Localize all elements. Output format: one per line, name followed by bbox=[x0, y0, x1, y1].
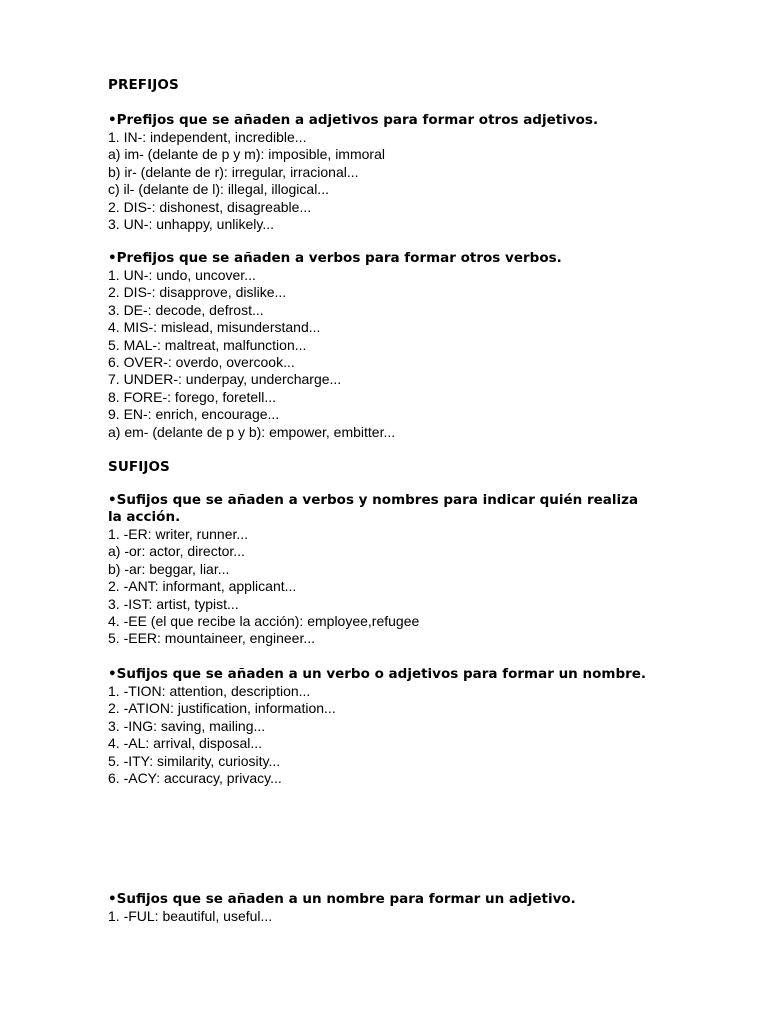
list-item: 1. IN-: independent, incredible... bbox=[108, 129, 307, 145]
list-item: 1. -FUL: beautiful, useful... bbox=[108, 908, 273, 924]
list-item: 3. UN-: unhappy, unlikely... bbox=[108, 216, 275, 233]
list-item: 1. -TION: attention, description... bbox=[108, 683, 311, 699]
list-item: 6. -ACY: accuracy, privacy... bbox=[108, 770, 282, 787]
group-heading: •Sufijos que se añaden a un nombre para formar un adjetivo. bbox=[108, 891, 576, 907]
list-item: 3. -IST: artist, typist... bbox=[108, 595, 239, 612]
group-heading: •Sufijos que se añaden a verbos y nombres para indicar quién realiza la acción. bbox=[108, 492, 639, 525]
group-sufijos-nombre bbox=[108, 666, 648, 787]
group-heading: •Prefijos que se añaden a verbos para formar otros verbos. bbox=[108, 250, 562, 266]
group-heading: •Sufijos que se añaden a un verbo o adjetivos para formar un nombre. bbox=[108, 666, 647, 682]
list-item: 2. DIS-: dishonest, disagreable... bbox=[108, 198, 312, 215]
group-prefijos-adjetivos bbox=[108, 112, 648, 233]
list-item: 4. MIS-: mislead, misunderstand... bbox=[108, 319, 321, 336]
group-prefijos-verbos bbox=[108, 250, 648, 441]
list-item: 4. -EE (el que recibe la acción): employee,refugee bbox=[108, 613, 420, 630]
list-item: 3. DE-: decode, defrost... bbox=[108, 301, 264, 318]
list-item: a) im- (delante de p y m): imposible, immoral bbox=[108, 146, 385, 163]
group-sufijos-quien bbox=[108, 492, 648, 648]
list-item: c) il- (delante de l): illegal, illogical... bbox=[108, 181, 329, 198]
section-title-prefijos: PREFIJOS bbox=[108, 77, 179, 93]
list-item: 5. -EER: mountaineer, engineer... bbox=[108, 630, 316, 647]
group-sufijos-adjetivo bbox=[108, 891, 648, 925]
list-item: b) -ar: beggar, liar... bbox=[108, 560, 230, 577]
list-item: 1. UN-: undo, uncover... bbox=[108, 267, 256, 283]
list-item: 1. -ER: writer, runner... bbox=[108, 526, 249, 542]
list-item: 8. FORE-: forego, foretell... bbox=[108, 388, 277, 405]
list-item: a) em- (delante de p y b): empower, embitter... bbox=[108, 423, 396, 440]
group-heading: •Prefijos que se añaden a adjetivos para formar otros adjetivos. bbox=[108, 112, 599, 128]
list-item: 6. OVER-: overdo, overcook... bbox=[108, 354, 295, 371]
list-item: 3. -ING: saving, mailing... bbox=[108, 717, 266, 734]
list-item: b) ir- (delante de r): irregular, irracional... bbox=[108, 163, 359, 180]
list-item: 2. -ATION: justification, information... bbox=[108, 700, 336, 717]
list-item: 2. DIS-: disapprove, dislike... bbox=[108, 284, 287, 301]
list-item: 7. UNDER-: underpay, undercharge... bbox=[108, 371, 342, 388]
list-item: a) -or: actor, director... bbox=[108, 543, 245, 560]
list-item: 5. -ITY: similarity, curiosity... bbox=[108, 752, 281, 769]
list-item: 5. MAL-: maltreat, malfunction... bbox=[108, 336, 307, 353]
section-title-sufijos: SUFIJOS bbox=[108, 459, 170, 475]
list-item: 9. EN-: enrich, encourage... bbox=[108, 406, 280, 423]
list-item: 4. -AL: arrival, disposal... bbox=[108, 735, 263, 752]
list-item: 2. -ANT: informant, applicant... bbox=[108, 578, 297, 595]
